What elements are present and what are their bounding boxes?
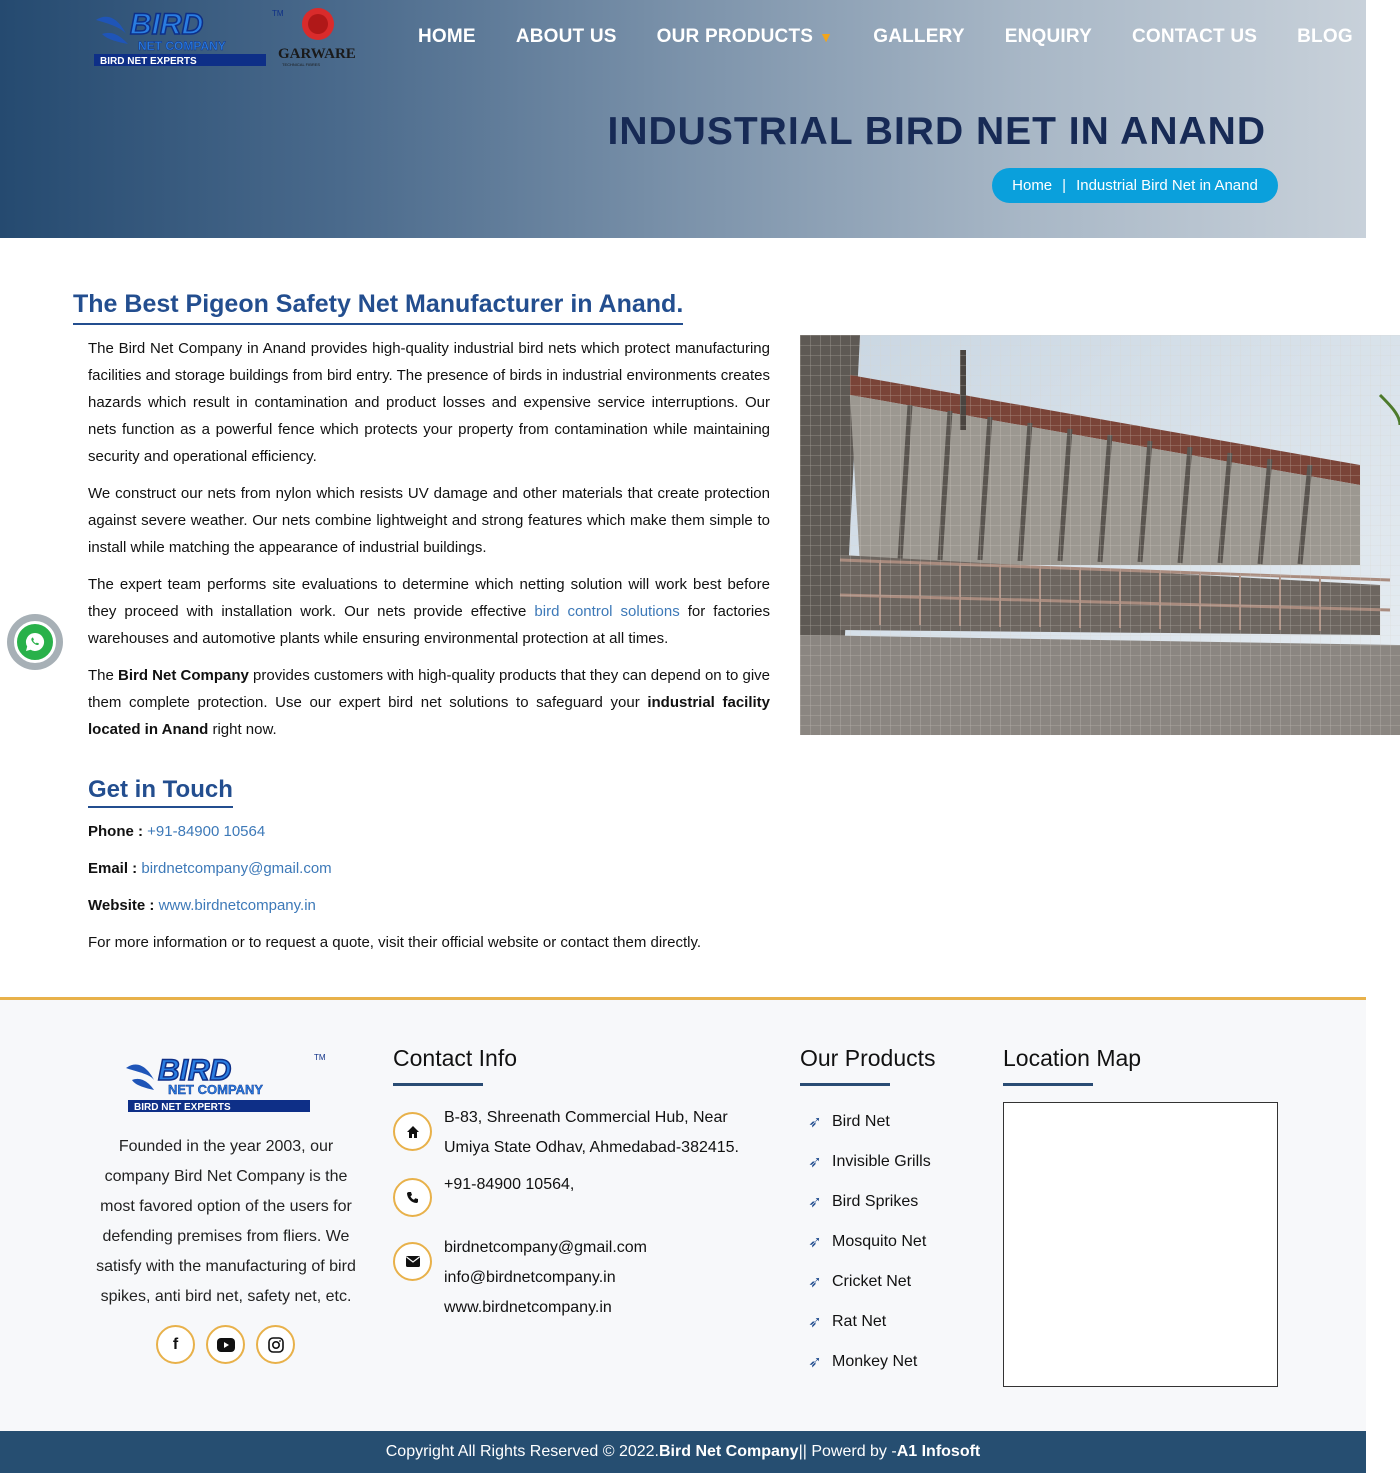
footer-emails bbox=[444, 1233, 647, 1323]
our-products-heading: Our Products bbox=[800, 1045, 936, 1071]
product-link-bird-sprikes[interactable]: ➶ Bird Sprikes bbox=[806, 1192, 918, 1212]
svg-text:BIRD NET EXPERTS: BIRD NET EXPERTS bbox=[100, 56, 197, 67]
footer-logo[interactable] bbox=[124, 1048, 328, 1114]
footer-website[interactable]: www.birdnetcompany.in bbox=[444, 1299, 612, 1316]
location-map-heading: Location Map bbox=[1003, 1045, 1142, 1071]
phone-link[interactable]: +91-84900 10564 bbox=[147, 823, 266, 840]
breadcrumb-separator: | bbox=[1062, 177, 1067, 194]
email-line: Email : birdnetcompany@gmail.com bbox=[88, 860, 332, 877]
paragraph-3: The expert team performs site evaluations to determine which netting solution will work best before they proceed with installation work. Our nets provide effective bird control solutions for factories warehouses and automotive plants while ensuring environmental protection at all times. bbox=[88, 576, 770, 647]
youtube-icon[interactable] bbox=[206, 1325, 245, 1364]
product-link-invisible-grills[interactable]: ➶ Invisible Grills bbox=[806, 1152, 931, 1172]
breadcrumb-current: Industrial Bird Net in Anand bbox=[1076, 177, 1258, 194]
paragraph-2: We construct our nets from nylon which resists UV damage and other materials that create protection against severe weather. Our nets combine lightweight and strong features which make them simple to install while matching the appearance of industrial buildings. bbox=[88, 485, 770, 556]
paragraph-1: The Bird Net Company in Anand provides high-quality industrial bird nets which protect manufacturing facilities and storage buildings from bird entry. The presence of birds in industrial environments creates hazards which result in contamination and product losses and expensive service interruptions. Our nets function as a powerful fence which protects your property from contamination while maintaining security and operational efficiency. bbox=[88, 340, 770, 465]
article-body bbox=[88, 335, 770, 753]
email-link[interactable]: birdnetcompany@gmail.com bbox=[141, 860, 332, 877]
svg-text:BIRD: BIRD bbox=[158, 1054, 232, 1087]
svg-text:BIRD NET EXPERTS: BIRD NET EXPERTS bbox=[134, 1102, 231, 1113]
envelope-icon bbox=[393, 1242, 432, 1281]
whatsapp-button[interactable] bbox=[7, 614, 63, 670]
copyright-bar: Copyright All Rights Reserved © 2022. Bird Net Company || Powerd by - A1 Infosoft bbox=[0, 1431, 1366, 1473]
nav-home[interactable]: HOME bbox=[418, 26, 476, 47]
heading-underline bbox=[800, 1083, 890, 1086]
footer bbox=[0, 997, 1366, 1431]
svg-text:BIRD: BIRD bbox=[130, 8, 204, 41]
paragraph-4: The Bird Net Company provides customers with high-quality products that they can depend on to give them complete protection. Use our expert bird net solutions to safeguard your industrial facility located in Anand right now. bbox=[88, 667, 771, 738]
closing-note: For more information or to request a quote, visit their official website or contact them directly. bbox=[88, 934, 702, 951]
svg-text:NET COMPANY: NET COMPANY bbox=[138, 39, 226, 53]
bird-net-company-logo[interactable] bbox=[92, 4, 362, 70]
heading-underline bbox=[1003, 1083, 1093, 1086]
svg-text:TM: TM bbox=[272, 9, 284, 18]
breadcrumb-home[interactable]: Home bbox=[1012, 177, 1053, 194]
svg-text:NET COMPANY: NET COMPANY bbox=[168, 1082, 264, 1097]
hero-banner bbox=[0, 0, 1366, 238]
nav-blog[interactable]: BLOG bbox=[1297, 26, 1353, 47]
nav-enquiry[interactable]: ENQUIRY bbox=[1004, 26, 1092, 47]
website-link[interactable]: www.birdnetcompany.in bbox=[158, 897, 316, 914]
bird-icon: ➶ bbox=[808, 1314, 822, 1331]
nav-our-products[interactable] bbox=[637, 26, 854, 48]
bird-icon: ➶ bbox=[808, 1194, 822, 1211]
bird-icon: ➶ bbox=[808, 1154, 822, 1171]
get-in-touch-heading: Get in Touch bbox=[88, 776, 233, 808]
footer-email-2[interactable]: info@birdnetcompany.in bbox=[444, 1269, 616, 1286]
caret-down-icon: ▼ bbox=[819, 29, 834, 45]
bird-icon: ➶ bbox=[808, 1234, 822, 1251]
whatsapp-icon bbox=[14, 621, 56, 663]
industrial-bird-net-photo bbox=[800, 335, 1400, 735]
nav-gallery[interactable]: GALLERY bbox=[873, 26, 965, 47]
nav-our-products-label: OUR PRODUCTS bbox=[656, 26, 814, 47]
svg-text:TM: TM bbox=[314, 1053, 326, 1062]
bird-icon: ➶ bbox=[808, 1114, 822, 1131]
instagram-icon[interactable] bbox=[256, 1325, 295, 1364]
footer-about: Founded in the year 2003, our company Bird Net Company is the most favored option of the users for defending premises from fliers. We satisfy with the manufacturing of bird spikes, anti bird net, safety net, etc. bbox=[96, 1138, 356, 1305]
home-icon bbox=[393, 1112, 432, 1151]
product-link-monkey-net[interactable]: ➶ Monkey Net bbox=[806, 1352, 917, 1372]
copyright-company: Bird Net Company bbox=[659, 1443, 799, 1460]
page-title: INDUSTRIAL BIRD NET IN ANAND bbox=[607, 110, 1266, 153]
phone-line: Phone : +91-84900 10564 bbox=[88, 823, 266, 840]
svg-text:GARWARE: GARWARE bbox=[278, 46, 356, 62]
product-link-bird-net[interactable]: ➶ Bird Net bbox=[806, 1112, 890, 1132]
nav-contact-us[interactable]: CONTACT US bbox=[1131, 26, 1258, 47]
footer-phone[interactable]: +91-84900 10564, bbox=[444, 1176, 575, 1193]
svg-text:TECHNICAL FIBRES: TECHNICAL FIBRES bbox=[282, 62, 321, 67]
heading-underline bbox=[393, 1083, 483, 1086]
bird-icon: ➶ bbox=[808, 1274, 822, 1291]
bird-control-solutions-link[interactable]: bird control solutions bbox=[534, 603, 680, 620]
website-line: Website : www.birdnetcompany.in bbox=[88, 897, 316, 914]
product-link-mosquito-net[interactable]: ➶ Mosquito Net bbox=[806, 1232, 926, 1252]
section-heading: The Best Pigeon Safety Net Manufacturer in Anand. bbox=[73, 290, 683, 325]
social-links bbox=[156, 1325, 295, 1364]
nav-about-us[interactable]: ABOUT US bbox=[515, 26, 617, 47]
facebook-icon[interactable]: f bbox=[156, 1325, 195, 1364]
footer-address: B-83, Shreenath Commercial Hub, Near Umiya State Odhav, Ahmedabad-382415. bbox=[444, 1109, 739, 1156]
phone-icon bbox=[393, 1178, 432, 1217]
breadcrumb bbox=[992, 168, 1278, 203]
footer-email-1[interactable]: birdnetcompany@gmail.com bbox=[444, 1239, 647, 1256]
bird-icon: ➶ bbox=[808, 1354, 822, 1371]
contact-info-heading: Contact Info bbox=[393, 1045, 518, 1071]
location-map[interactable] bbox=[1003, 1102, 1278, 1387]
product-link-rat-net[interactable]: ➶ Rat Net bbox=[806, 1312, 886, 1332]
product-link-cricket-net[interactable]: ➶ Cricket Net bbox=[806, 1272, 911, 1292]
main-nav bbox=[398, 26, 1366, 48]
powered-by-link[interactable]: A1 Infosoft bbox=[896, 1443, 981, 1460]
